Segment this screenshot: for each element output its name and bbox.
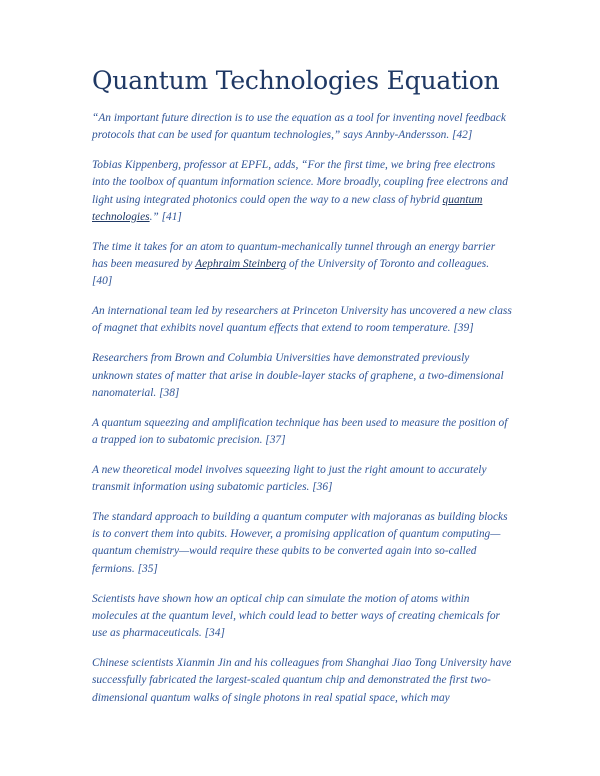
- paragraph-text: Tobias Kippenberg, professor at EPFL, adds, “For the first time, we bring free electrons into the toolbox of quantum information science. More broadly, coupling free electrons and light using integrated photonics could open the way to a new class of hybrid: [92, 159, 508, 206]
- paragraph-text: of the University of Toronto and colleagues. [40]: [92, 258, 490, 288]
- paragraph: Chinese scientists Xianmin Jin and his colleagues from Shanghai Jiao Tong University have successfully fabricated the largest-scaled quantum chip and demonstrated the first two-dimensional quantum walks of single photons in real spatial space, which may: [92, 656, 512, 704]
- paragraph: A quantum squeezing and amplification technique has been used to measure the position of a trapped ion to subatomic precision. [37]: [92, 416, 508, 446]
- paragraph: The standard approach to building a quantum computer with majoranas as building blocks is to convert them into qubits. However, a promising application of quantum computing—quantum chemistry—would require these qubits to be converted again into so-called fermions. [35]: [92, 510, 508, 575]
- paragraph: An international team led by researchers at Princeton University has uncovered a new class of magnet that exhibits novel quantum effects that extend to room temperature. [39]: [92, 305, 512, 335]
- page-title: Quantum Technologies Equation: [92, 66, 500, 95]
- quantum-technologies-link[interactable]: quantum technologies: [92, 193, 483, 223]
- paragraph-text: The time it takes for an atom to quantum-mechanically tunnel through an energy barrier has been measured by: [92, 240, 496, 271]
- paragraph: [92, 157, 512, 226]
- paragraph: A new theoretical model involves squeezing light to just the right amount to accurately transmit information using subatomic particles. [36]: [92, 463, 487, 494]
- aephraim-steinberg-link[interactable]: Aephraim Steinberg: [195, 258, 287, 271]
- paragraph: Scientists have shown how an optical chip can simulate the motion of atoms within molecules at the quantum level, which could lead to better ways of creating chemicals for use as pharmaceuticals. [34]: [92, 592, 500, 640]
- paragraph: “An important future direction is to use the equation as a tool for inventing novel feedback protocols that can be used for quantum technologies,” says Annby-Andersson. [42]: [92, 112, 506, 142]
- paragraph: Researchers from Brown and Columbia Universities have demonstrated previously unknown states of matter that arise in double-layer stacks of graphene, a two-dimensional nanomaterial. [38]: [92, 352, 504, 399]
- paragraph: [92, 239, 512, 291]
- document-body: [92, 110, 512, 719]
- paragraph-text: .” [41]: [149, 210, 182, 223]
